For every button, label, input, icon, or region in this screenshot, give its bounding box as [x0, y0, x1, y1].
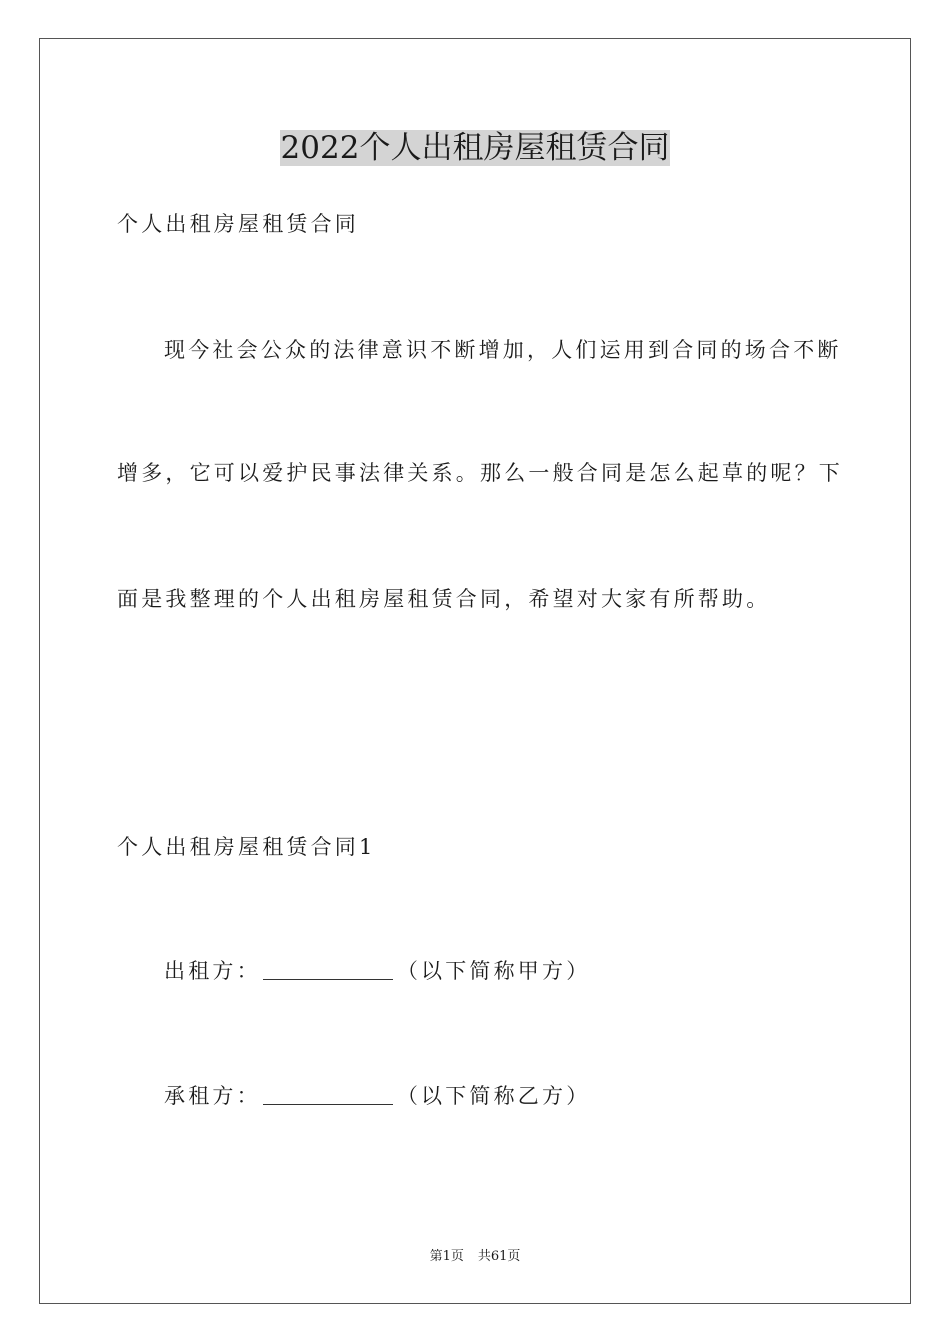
document-subtitle: 个人出租房屋租赁合同	[117, 212, 359, 236]
party-lessee-note: （以下简称乙方）	[396, 1084, 591, 1108]
party-lessee	[164, 1081, 590, 1111]
party-lessee-label: 承租方：	[164, 1084, 261, 1108]
document-title	[0, 126, 950, 170]
section-heading: 个人出租房屋租赁合同1	[117, 835, 376, 859]
intro-line-1: 现今社会公众的法律意识不断增加，人们运用到合同的场合不断	[164, 338, 842, 362]
page-number-total: 共61页	[477, 1249, 521, 1264]
party-lessee-blank	[263, 1084, 393, 1105]
page-number-current: 第1页	[429, 1249, 464, 1264]
intro-line-2: 增多，它可以爱护民事法律关系。那么一般合同是怎么起草的呢？下	[117, 461, 843, 485]
document-title-text: 2022个人出租房屋租赁合同	[280, 130, 670, 166]
party-lessor-label: 出租方：	[164, 959, 261, 983]
party-lessor	[164, 956, 590, 986]
party-lessor-note: （以下简称甲方）	[396, 959, 591, 983]
party-lessor-blank	[263, 959, 393, 980]
intro-line-3: 面是我整理的个人出租房屋租赁合同，希望对大家有所帮助。	[117, 587, 771, 611]
page-footer	[0, 1248, 950, 1266]
